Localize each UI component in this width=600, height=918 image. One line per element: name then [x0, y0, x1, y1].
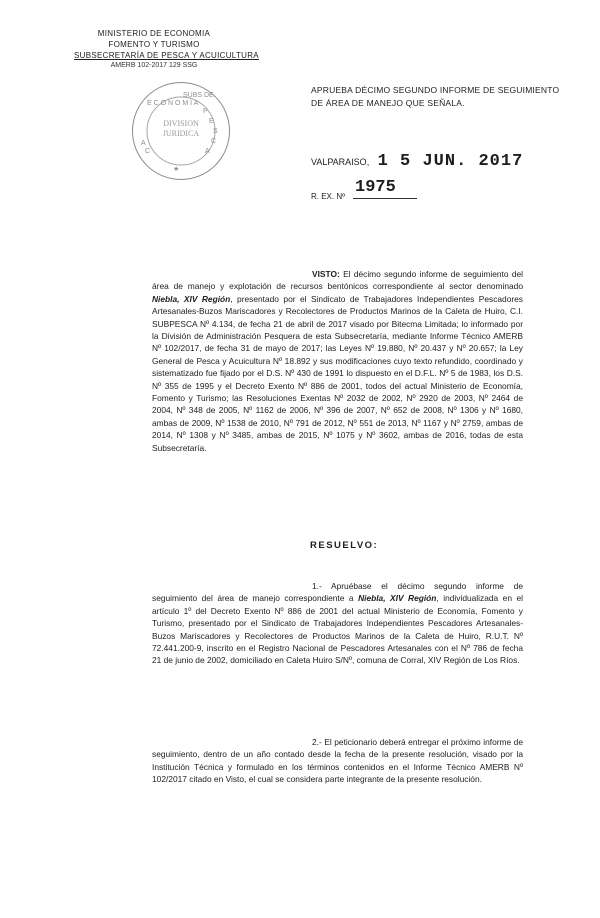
resuelvo-paragraph-2 — [152, 736, 523, 786]
visto-label: VISTO: — [312, 269, 340, 279]
date-stamp: 1 5 JUN. 2017 — [377, 152, 524, 171]
svg-text:E C O N O M I A: E C O N O M I A — [147, 100, 199, 107]
resuelvo-heading: RESUELVO: — [310, 540, 379, 551]
svg-text:S: S — [213, 128, 218, 135]
ministry-name-line1: MINISTERIO DE ECONOMIA — [97, 29, 211, 38]
subsecretaria-name: SUBSECRETARÍA DE PESCA Y ACUICULTURA — [74, 51, 259, 60]
svg-text:C: C — [211, 138, 217, 145]
place-label: VALPARAISO, — [311, 157, 370, 167]
svg-text:A: A — [205, 148, 210, 155]
stamp-center-text: DIVISION JURIDICA — [162, 119, 200, 138]
resolution-subject: APRUEBA DÉCIMO SEGUNDO INFORME DE SEGUIMIENTO DE ÁREA DE MANEJO QUE SEÑALA. — [311, 85, 560, 108]
svg-text:P: P — [203, 108, 208, 115]
ministry-name-line2: FOMENTO Y TURISMO — [108, 40, 200, 49]
resuelvo-paragraph-1 — [152, 580, 523, 667]
svg-text:C: C — [145, 148, 151, 155]
letterhead — [74, 28, 259, 71]
visto-text-a: El décimo segundo informe de seguimiento del área de manejo y explotación de recursos bentónicos correspondiente al sector denominado — [152, 269, 523, 292]
resolution-label: R. EX. Nº — [311, 192, 346, 201]
official-stamp — [132, 82, 230, 180]
svg-text:E: E — [209, 118, 214, 125]
p1-text-a: 1.- Apruébase el décimo segundo informe de seguimiento del área de manejo correspondiente a — [152, 581, 523, 604]
resolution-number: 1975 — [355, 178, 396, 197]
svg-text:SUBS DE: SUBS DE — [183, 92, 214, 99]
p2-text: 2.- El peticionario deberá entregar el próximo informe de seguimiento, dentro de un año contado desde la fecha de la presente resolución, visado por la Institución Técnica y formulado en los términos contenidos en el Informe Técnico AMERB Nº 102/2017 citado en Visto, el cual se considera parte integrante de la presente resolución. — [152, 737, 523, 785]
visto-paragraph — [152, 268, 523, 454]
svg-text:A: A — [141, 140, 146, 147]
place-and-date — [311, 152, 523, 171]
document-reference: AMERB 102-2017 129 SSG — [110, 62, 198, 69]
svg-text:★: ★ — [173, 166, 180, 173]
p1-sector: Niebla, XIV Región — [358, 593, 437, 604]
p1-text-b: , individualizada en el artículo 1º del Decreto Exento Nº 886 de 2001 del actual Ministerio de Economía, Fomento y Turismo, presentado por el Sindicato de Trabajadores Independientes Pescadores Artesanales-Buzos Mariscadores y Recolectores de Productos Marinos de la Caleta de Huiro, R.U.T. Nº 72.441.200-9, inscrito en el Registro Nacional de Pescadores Artesanales con el Nº 786 de fecha 21 de junio de 2002, domiciliado en Caleta Huiro S/Nº, comuna de Corral, XIV Región de Los Ríos. — [152, 593, 524, 666]
visto-text-b: , presentado por el Sindicato de Trabajadores Independientes Pescadores Artesanales-Buzos Mariscadores y Recolectores de Productos Marinos de la Caleta de Huiro, C.I. SUBPESCA Nº 4.134, de fecha 21 de abril de 2017 visado por Bitecma Limitada; lo informado por la División de Administración Pesquera de esta Subsecretaría, mediante Informe Técnico AMERB Nº 102/2017, de fecha 31 de mayo de 2017; las Leyes Nº 19.880, Nº 20.437 y Nº 20.657; la Ley General de Pesca y Acuicultura Nº 18.892 y sus modificaciones cuyo texto refundido, coordinado y sistematizado fue fijado por el D.S. Nº 430 de 1991 lo dispuesto en el D.F.L. Nº 5 de 1983, los D.S. Nº 355 de 1995 y el Decreto Exento Nº 886 de 2001, todos del actual Ministerio de Economía, Fomento y Turismo; las Resoluciones Exentas Nº 2032 de 2002, Nº 2920 de 2003, Nº 2464 de 2004, Nº 348 de 2005, Nº 1162 de 2006, Nº 396 de 2007, Nº 652 de 2008, Nº 1306 y Nº 1680, ambas de 2009, Nº 1538 de 2010, Nº 791 de 2012, Nº 551 de 2013, Nº 1167 y Nº 2759, ambas de 2014, Nº 1308 y Nº 3485, ambas de 2015, Nº 1075 y Nº 3602, ambas de 2016, todas de esta Subsecretaría. — [152, 293, 523, 453]
visto-sector: Niebla, XIV Región — [152, 293, 231, 304]
